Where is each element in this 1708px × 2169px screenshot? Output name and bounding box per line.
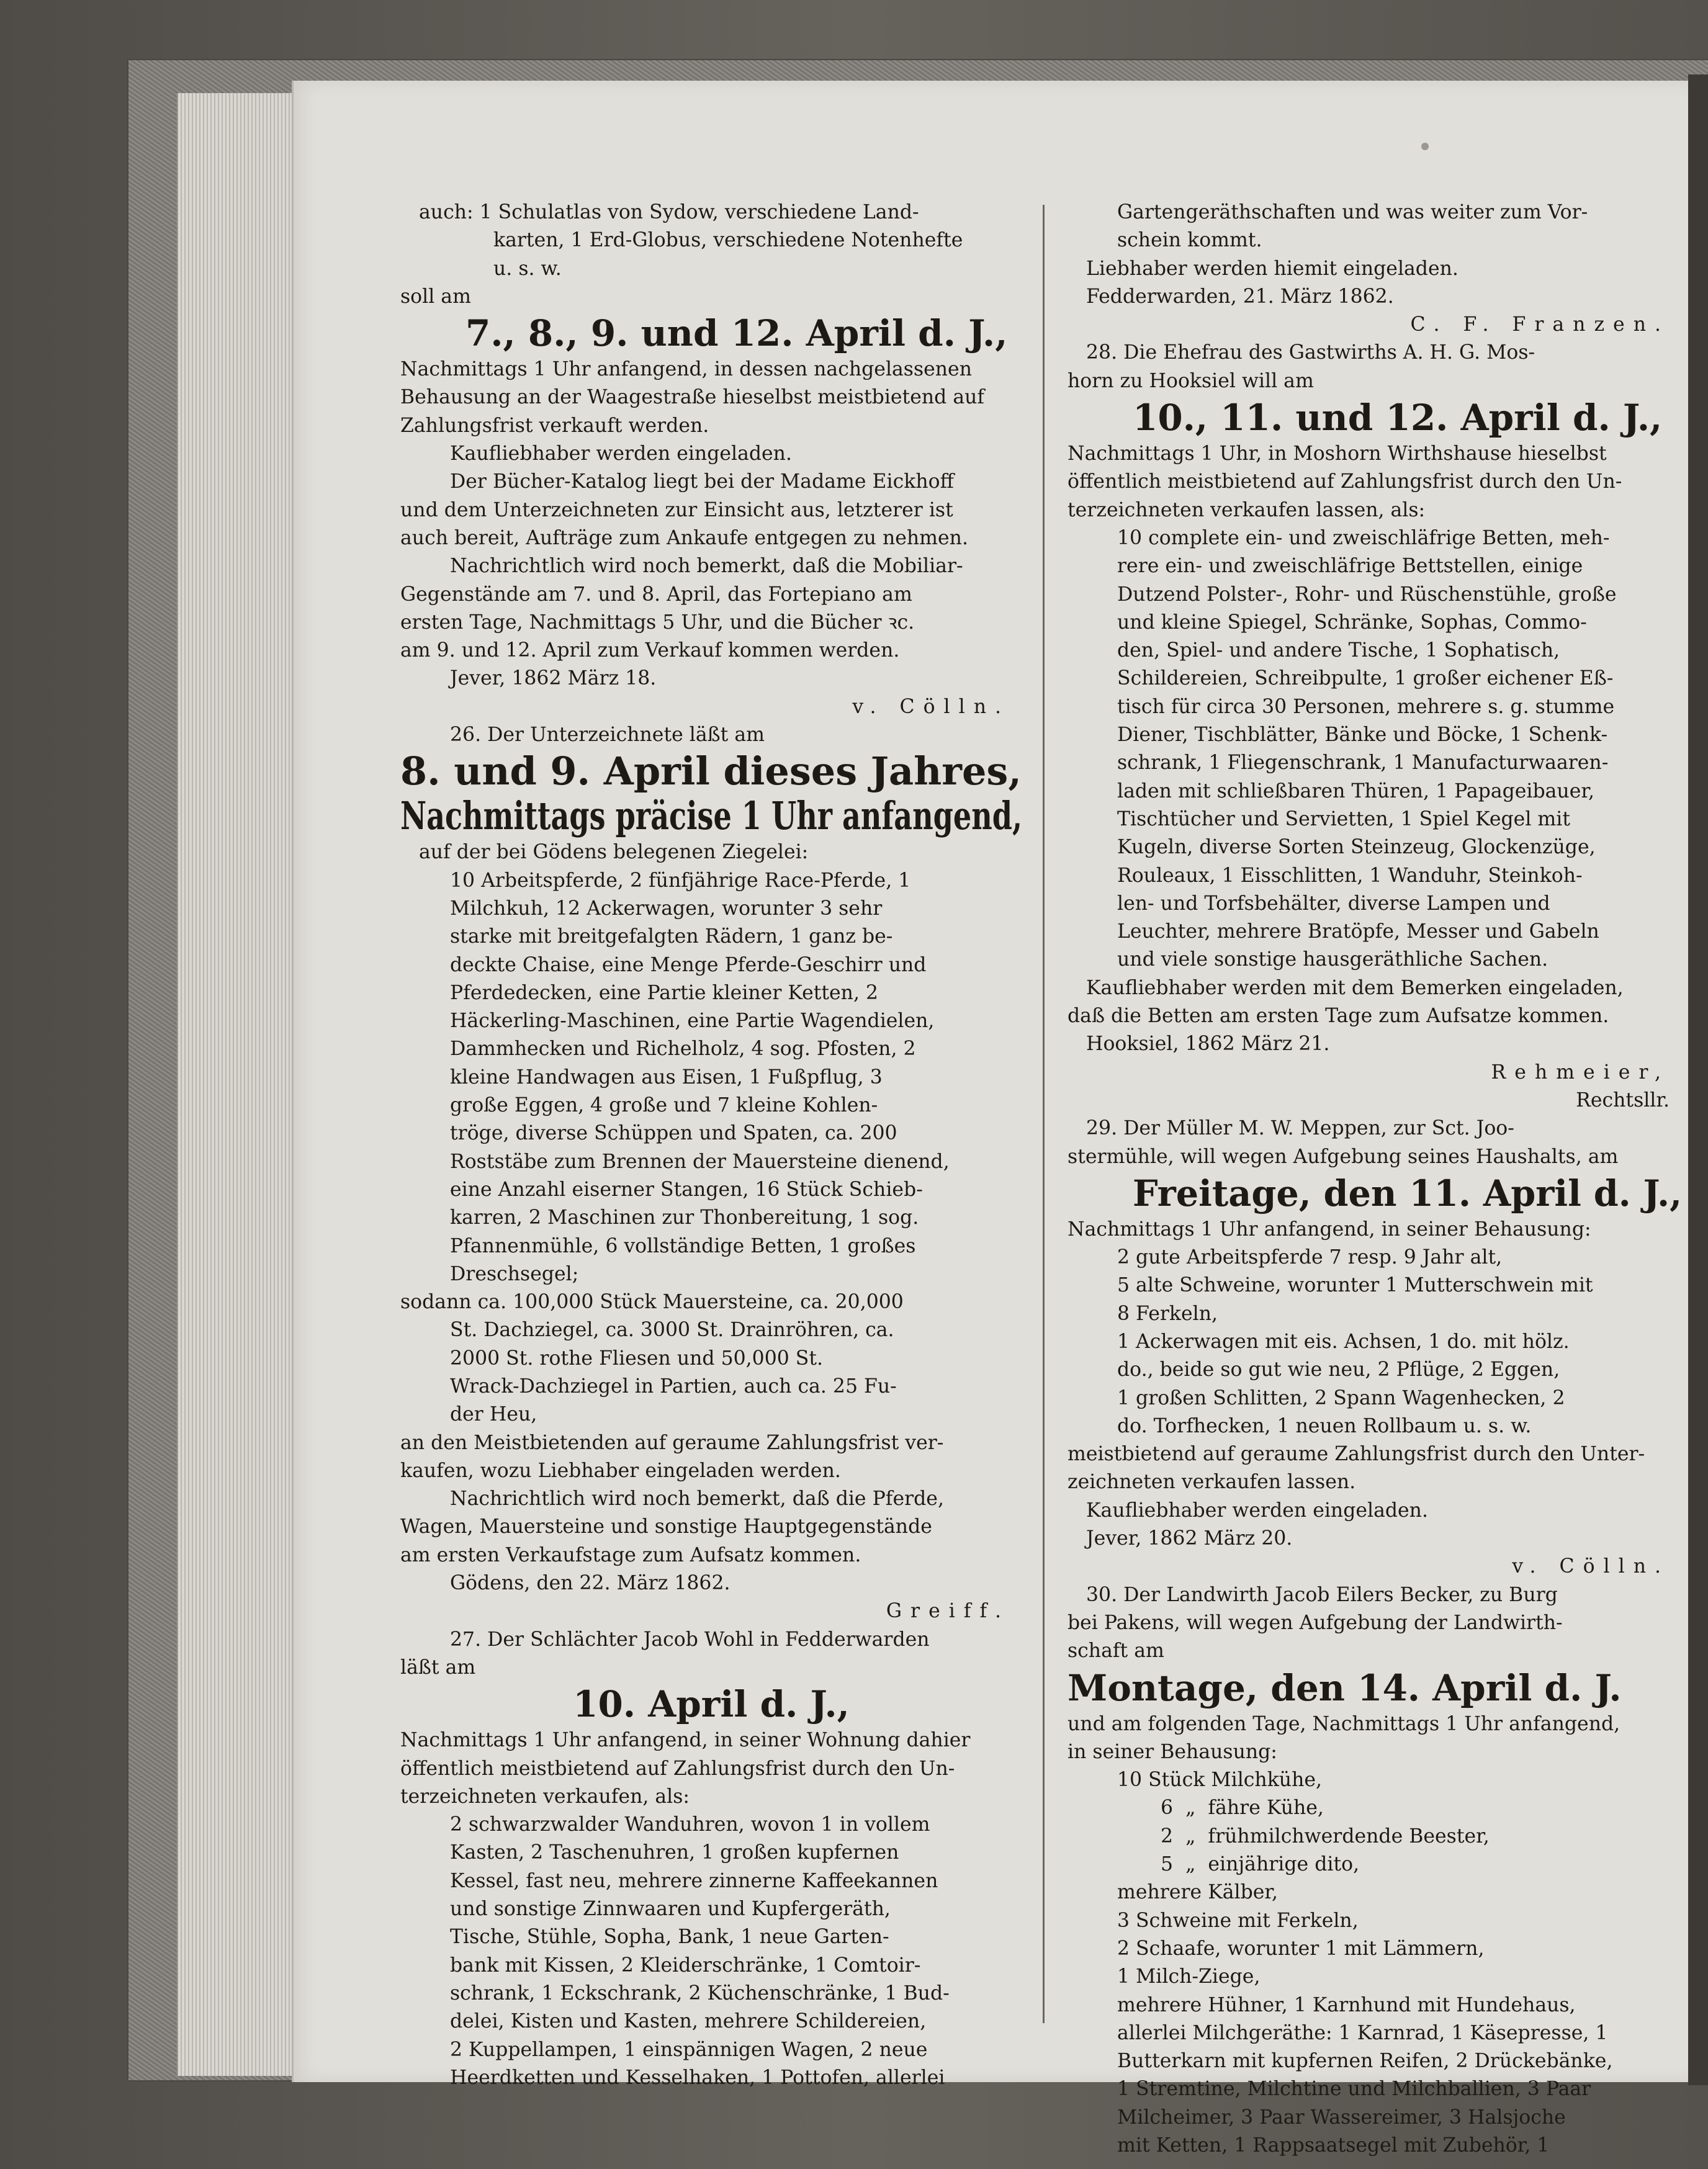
left-text-line: 2 schwarzwalder Wanduhren, wovon 1 in vollem bbox=[450, 1813, 930, 1836]
left-text-line: u. s. w. bbox=[493, 257, 562, 280]
right-text-line: mit Ketten, 1 Rappsaatsegel mit Zubehör, 1 bbox=[1117, 2134, 1550, 2157]
right-text-line: do. Torfhecken, 1 neuen Rollbaum u. s. w. bbox=[1117, 1414, 1532, 1437]
right-text-line: 2 „ frühmilchwerdende Beester, bbox=[1161, 1825, 1490, 1848]
right-text-line: 10 complete ein- und zweischläfrige Betten, meh- bbox=[1117, 526, 1610, 549]
right-text-line: Kaufliebhaber werden mit dem Bemerken eingeladen, bbox=[1086, 976, 1624, 999]
right-text-line: horn zu Hooksiel will am bbox=[1068, 369, 1314, 392]
right-text-line: rere ein- und zweischläfrige Bettstellen, einige bbox=[1117, 555, 1583, 578]
right-text-line: Tischtücher und Servietten, 1 Spiel Kegel mit bbox=[1117, 807, 1571, 830]
right-text-line: terzeichneten verkaufen lassen, als: bbox=[1068, 498, 1426, 521]
right-text-line: Rechtsllr. bbox=[1576, 1089, 1670, 1111]
right-text-line: und kleine Spiegel, Schränke, Sophas, Commo- bbox=[1117, 611, 1587, 634]
left-text-line: tröge, diverse Schüppen und Spaten, ca. 200 bbox=[450, 1122, 897, 1145]
left-text-line: auch bereit, Aufträge zum Ankaufe entgegen zu nehmen. bbox=[400, 526, 968, 549]
left-text-line: Häckerling-Maschinen, eine Partie Wagendielen, bbox=[450, 1010, 935, 1033]
left-text-line: deckte Chaise, eine Menge Pferde-Geschirr und bbox=[450, 953, 927, 976]
left-text-line: auf der bei Gödens belegenen Ziegelei: bbox=[419, 841, 809, 864]
left-text-line: auch: 1 Schulatlas von Sydow, verschiedene Land- bbox=[419, 201, 919, 223]
left-text-line: Kaufliebhaber werden eingeladen. bbox=[450, 442, 792, 465]
left-text-line: 2 Kuppellampen, 1 einspännigen Wagen, 2 neue bbox=[450, 2038, 928, 2061]
left-text-line: karten, 1 Erd-Globus, verschiedene Notenhefte bbox=[493, 229, 963, 252]
left-text-line: eine Anzahl eiserner Stangen, 16 Stück Schieb- bbox=[450, 1178, 923, 1201]
right-text-line: Milcheimer, 3 Paar Wassereimer, 3 Halsjoche bbox=[1117, 2106, 1566, 2129]
left-text-line: und sonstige Zinnwaaren und Kupfergeräth, bbox=[450, 1898, 891, 1921]
left-text-line: Roststäbe zum Brennen der Mauersteine dienend, bbox=[450, 1150, 950, 1173]
right-text-line: 28. Die Ehefrau des Gastwirths A. H. G. Mos- bbox=[1086, 341, 1535, 364]
right-text-line: und viele sonstige hausgeräthliche Sachen. bbox=[1117, 948, 1548, 971]
right-text-line: tisch für circa 30 Personen, mehrere s. g. stumme bbox=[1117, 695, 1615, 718]
right-text-line: Diener, Tischblätter, Bänke und Böcke, 1 Schenk- bbox=[1117, 724, 1608, 747]
left-text-line: Tische, Stühle, Sopha, Bank, 1 neue Garten- bbox=[450, 1926, 889, 1949]
right-text-line: 1 großen Schlitten, 2 Spann Wagenhecken, 2 bbox=[1117, 1386, 1565, 1409]
left-text-line: sodann ca. 100,000 Stück Mauersteine, ca. 20,000 bbox=[400, 1291, 904, 1314]
left-text-line: 10 Arbeitspferde, 2 fünfjährige Race-Pferde, 1 bbox=[450, 869, 911, 892]
left-text-line: öffentlich meistbietend auf Zahlungsfrist durch den Un- bbox=[400, 1757, 955, 1780]
left-text-line: Wagen, Mauersteine und sonstige Hauptgegenstände bbox=[400, 1516, 932, 1538]
right-text-line: 5 „ einjährige dito, bbox=[1161, 1853, 1360, 1876]
left-text-line: Dammhecken und Richelholz, 4 sog. Pfosten, 2 bbox=[450, 1038, 916, 1061]
right-text-line: Jever, 1862 März 20. bbox=[1086, 1527, 1293, 1550]
left-text-line: große Eggen, 4 große und 7 kleine Kohlen- bbox=[450, 1094, 878, 1117]
left-text-line: an den Meistbietenden auf geraume Zahlungsfrist ver- bbox=[400, 1431, 944, 1454]
right-auction-date-heading: Freitage, den 11. April d. J., bbox=[1133, 1172, 1682, 1215]
right-text-line: Nachmittags 1 Uhr, in Moshorn Wirthshause hieselbst bbox=[1068, 442, 1607, 465]
right-auction-date-heading: Montage, den 14. April d. J. bbox=[1068, 1666, 1622, 1709]
right-text-line: öffentlich meistbietend auf Zahlungsfrist durch den Un- bbox=[1068, 470, 1622, 493]
left-text-line: kleine Handwagen aus Eisen, 1 Fußpflug, 3 bbox=[450, 1066, 883, 1089]
left-text-line: Kasten, 2 Taschenuhren, 1 großen kupfernen bbox=[450, 1841, 899, 1864]
right-text-line: 30. Der Landwirth Jacob Eilers Becker, zu Burg bbox=[1086, 1583, 1558, 1606]
right-text-line: C. F. Franzen. bbox=[1410, 313, 1670, 336]
right-text-line: allerlei Milchgeräthe: 1 Karnrad, 1 Käsepresse, 1 bbox=[1117, 2021, 1608, 2044]
right-text-line: Dutzend Polster-, Rohr- und Rüschenstühle, große bbox=[1117, 583, 1617, 606]
left-text-line: läßt am bbox=[400, 1656, 476, 1679]
left-text-column bbox=[400, 199, 1022, 2092]
ink-spot bbox=[1421, 143, 1429, 150]
right-text-line: schrank, 1 Fliegenschrank, 1 Manufacturwaaren- bbox=[1117, 752, 1609, 775]
column-divider bbox=[1043, 205, 1045, 2023]
right-text-line: Rouleaux, 1 Eisschlitten, 1 Wanduhr, Steinkoh- bbox=[1117, 864, 1583, 887]
right-text-line: 5 alte Schweine, worunter 1 Mutterschwein mit bbox=[1117, 1274, 1593, 1297]
left-text-line: der Heu, bbox=[450, 1403, 537, 1426]
left-text-line: Nachmittags 1 Uhr anfangend, in dessen nachgelassenen bbox=[400, 358, 972, 381]
left-auction-date-heading: 8. und 9. April dieses Jahres, bbox=[400, 748, 1022, 794]
left-text-line: karren, 2 Maschinen zur Thonbereitung, 1 sog. bbox=[450, 1206, 919, 1229]
right-text-line: zeichneten verkaufen lassen. bbox=[1068, 1471, 1356, 1494]
right-text-line: v. Cölln. bbox=[1512, 1555, 1670, 1578]
right-text-line: Leuchter, mehrere Bratöpfe, Messer und Gabeln bbox=[1117, 920, 1599, 943]
right-text-line: laden mit schließbaren Thüren, 1 Papageibauer, bbox=[1117, 779, 1594, 802]
left-text-line: Wrack-Dachziegel in Partien, auch ca. 25 Fu- bbox=[450, 1375, 897, 1398]
page-right-edge bbox=[1688, 74, 1708, 2085]
left-text-line: Pferdedecken, eine Partie kleiner Ketten, 2 bbox=[450, 981, 879, 1004]
right-text-line: schaft am bbox=[1068, 1640, 1164, 1663]
left-text-line: 2000 St. rothe Fliesen und 50,000 St. bbox=[450, 1347, 824, 1370]
right-text-line: Nachmittags 1 Uhr anfangend, in seiner Behausung: bbox=[1068, 1218, 1591, 1241]
left-text-line: Heerdketten und Kesselhaken, 1 Pottofen, allerlei bbox=[450, 2066, 945, 2089]
right-text-line: schein kommt. bbox=[1117, 229, 1262, 252]
left-text-line: starke mit breitgefalgten Rädern, 1 ganz be- bbox=[450, 925, 893, 948]
right-text-line: mehrere Hühner, 1 Karnhund mit Hundehaus, bbox=[1117, 1993, 1576, 2016]
left-text-line: delei, Kisten und Kasten, mehrere Schildereien, bbox=[450, 2010, 927, 2033]
left-text-line: terzeichneten verkaufen, als: bbox=[400, 1785, 690, 1808]
left-text-line: Nachmittags 1 Uhr anfangend, in seiner Wohnung dahier bbox=[400, 1729, 971, 1752]
right-text-line: meistbietend auf geraume Zahlungsfrist durch den Unter- bbox=[1068, 1443, 1645, 1466]
left-text-line: v. Cölln. bbox=[852, 695, 1010, 718]
right-text-line: 1 Stremtine, Milchtine und Milchballien, 3 Paar bbox=[1117, 2078, 1591, 2101]
left-auction-date-heading: 10. April d. J., bbox=[573, 1683, 850, 1726]
left-text-line: Der Bücher-Katalog liegt bei der Madame Eickhoff bbox=[450, 470, 954, 493]
right-text-line: stermühle, will wegen Aufgebung seines Haushalts, am bbox=[1068, 1145, 1619, 1168]
left-text-line: und dem Unterzeichneten zur Einsicht aus, letzterer ist bbox=[400, 498, 953, 521]
left-text-line: bank mit Kissen, 2 Kleiderschränke, 1 Comtoir- bbox=[450, 1954, 921, 1977]
left-text-line: 26. Der Unterzeichnete läßt am bbox=[450, 724, 765, 747]
left-text-line: Pfannenmühle, 6 vollständige Betten, 1 großes bbox=[450, 1234, 916, 1257]
right-text-line: den, Spiel- und andere Tische, 1 Sophatisch, bbox=[1117, 639, 1560, 662]
right-text-column bbox=[1068, 199, 1682, 2160]
left-text-line: kaufen, wozu Liebhaber eingeladen werden. bbox=[400, 1459, 841, 1482]
left-auction-date-heading: 7., 8., 9. und 12. April d. J., bbox=[465, 312, 1008, 355]
left-text-line: Kessel, fast neu, mehrere zinnerne Kaffeekannen bbox=[450, 1869, 938, 1892]
right-text-line: 29. Der Müller M. W. Meppen, zur Sct. Joo- bbox=[1086, 1117, 1514, 1140]
left-text-line: Milchkuh, 12 Ackerwagen, worunter 3 sehr bbox=[450, 897, 883, 920]
right-text-line: 1 Ackerwagen mit eis. Achsen, 1 do. mit hölz. bbox=[1117, 1330, 1570, 1353]
left-auction-date-heading: Nachmittags präcise 1 Uhr anfangend, bbox=[400, 793, 1022, 839]
left-text-line: Nachrichtlich wird noch bemerkt, daß die Mobiliar- bbox=[450, 555, 963, 578]
left-text-line: 27. Der Schlächter Jacob Wohl in Fedderwarden bbox=[450, 1628, 930, 1651]
right-text-line: bei Pakens, will wegen Aufgebung der Landwirth- bbox=[1068, 1611, 1563, 1634]
right-auction-date-heading: 10., 11. und 12. April d. J., bbox=[1133, 397, 1663, 439]
left-text-line: Behausung an der Waagestraße hieselbst meistbietend auf bbox=[400, 386, 985, 409]
left-text-line: soll am bbox=[400, 285, 471, 308]
right-text-line: Hooksiel, 1862 März 21. bbox=[1086, 1033, 1330, 1056]
left-text-line: am 9. und 12. April zum Verkauf kommen werden. bbox=[400, 639, 900, 662]
left-text-line: Jever, 1862 März 18. bbox=[450, 667, 657, 690]
right-text-line: 6 „ fähre Kühe, bbox=[1161, 1797, 1324, 1820]
right-text-line: und am folgenden Tage, Nachmittags 1 Uhr anfangend, bbox=[1068, 1712, 1620, 1735]
left-text-line: Gödens, den 22. März 1862. bbox=[450, 1572, 730, 1595]
right-text-line: 2 gute Arbeitspferde 7 resp. 9 Jahr alt, bbox=[1117, 1246, 1503, 1269]
left-text-line: schrank, 1 Eckschrank, 2 Küchenschränke, 1 Bud- bbox=[450, 1982, 950, 2005]
right-text-line: Kugeln, diverse Sorten Steinzeug, Glockenzüge, bbox=[1117, 836, 1596, 859]
right-text-line: 8 Ferkeln, bbox=[1117, 1302, 1218, 1325]
left-text-line: Zahlungsfrist verkauft werden. bbox=[400, 414, 709, 437]
right-text-line: Rehmeier, bbox=[1491, 1061, 1670, 1084]
right-text-line: 3 Schweine mit Ferkeln, bbox=[1117, 1909, 1359, 1932]
left-text-line: Gegenstände am 7. und 8. April, das Fortepiano am bbox=[400, 583, 912, 606]
right-text-line: Kaufliebhaber werden eingeladen. bbox=[1086, 1499, 1428, 1522]
left-text-line: Greiff. bbox=[886, 1600, 1010, 1623]
left-text-line: am ersten Verkaufstage zum Aufsatz kommen. bbox=[400, 1543, 861, 1566]
right-text-line: daß die Betten am ersten Tage zum Aufsatze kommen. bbox=[1068, 1005, 1609, 1028]
right-text-line: Schildereien, Schreibpulte, 1 großer eichener Eß- bbox=[1117, 667, 1614, 690]
left-text-line: Nachrichtlich wird noch bemerkt, daß die Pferde, bbox=[450, 1488, 944, 1511]
right-text-line: 1 Milch-Ziege, bbox=[1117, 1965, 1261, 1988]
right-text-line: in seiner Behausung: bbox=[1068, 1740, 1277, 1763]
left-text-line: St. Dachziegel, ca. 3000 St. Drainröhren, ca. bbox=[450, 1319, 894, 1342]
right-text-line: Butterkarn mit kupfernen Reifen, 2 Drückebänke, bbox=[1117, 2050, 1613, 2073]
right-text-line: len- und Torfsbehälter, diverse Lampen und bbox=[1117, 892, 1550, 915]
right-text-line: mehrere Kälber, bbox=[1117, 1881, 1279, 1904]
right-text-line: Gartengeräthschaften und was weiter zum Vor- bbox=[1117, 201, 1588, 223]
right-text-line: 2 Schaafe, worunter 1 mit Lämmern, bbox=[1117, 1937, 1485, 1960]
left-text-line: Dreschsegel; bbox=[450, 1262, 579, 1285]
right-text-line: Liebhaber werden hiemit eingeladen. bbox=[1086, 257, 1459, 280]
left-text-line: ersten Tage, Nachmittags 5 Uhr, und die Bücher ꝛc. bbox=[400, 611, 915, 634]
right-text-line: Fedderwarden, 21. März 1862. bbox=[1086, 285, 1394, 308]
right-text-line: 10 Stück Milchkühe, bbox=[1117, 1769, 1323, 1792]
right-text-line: do., beide so gut wie neu, 2 Pflüge, 2 Eggen, bbox=[1117, 1358, 1560, 1381]
